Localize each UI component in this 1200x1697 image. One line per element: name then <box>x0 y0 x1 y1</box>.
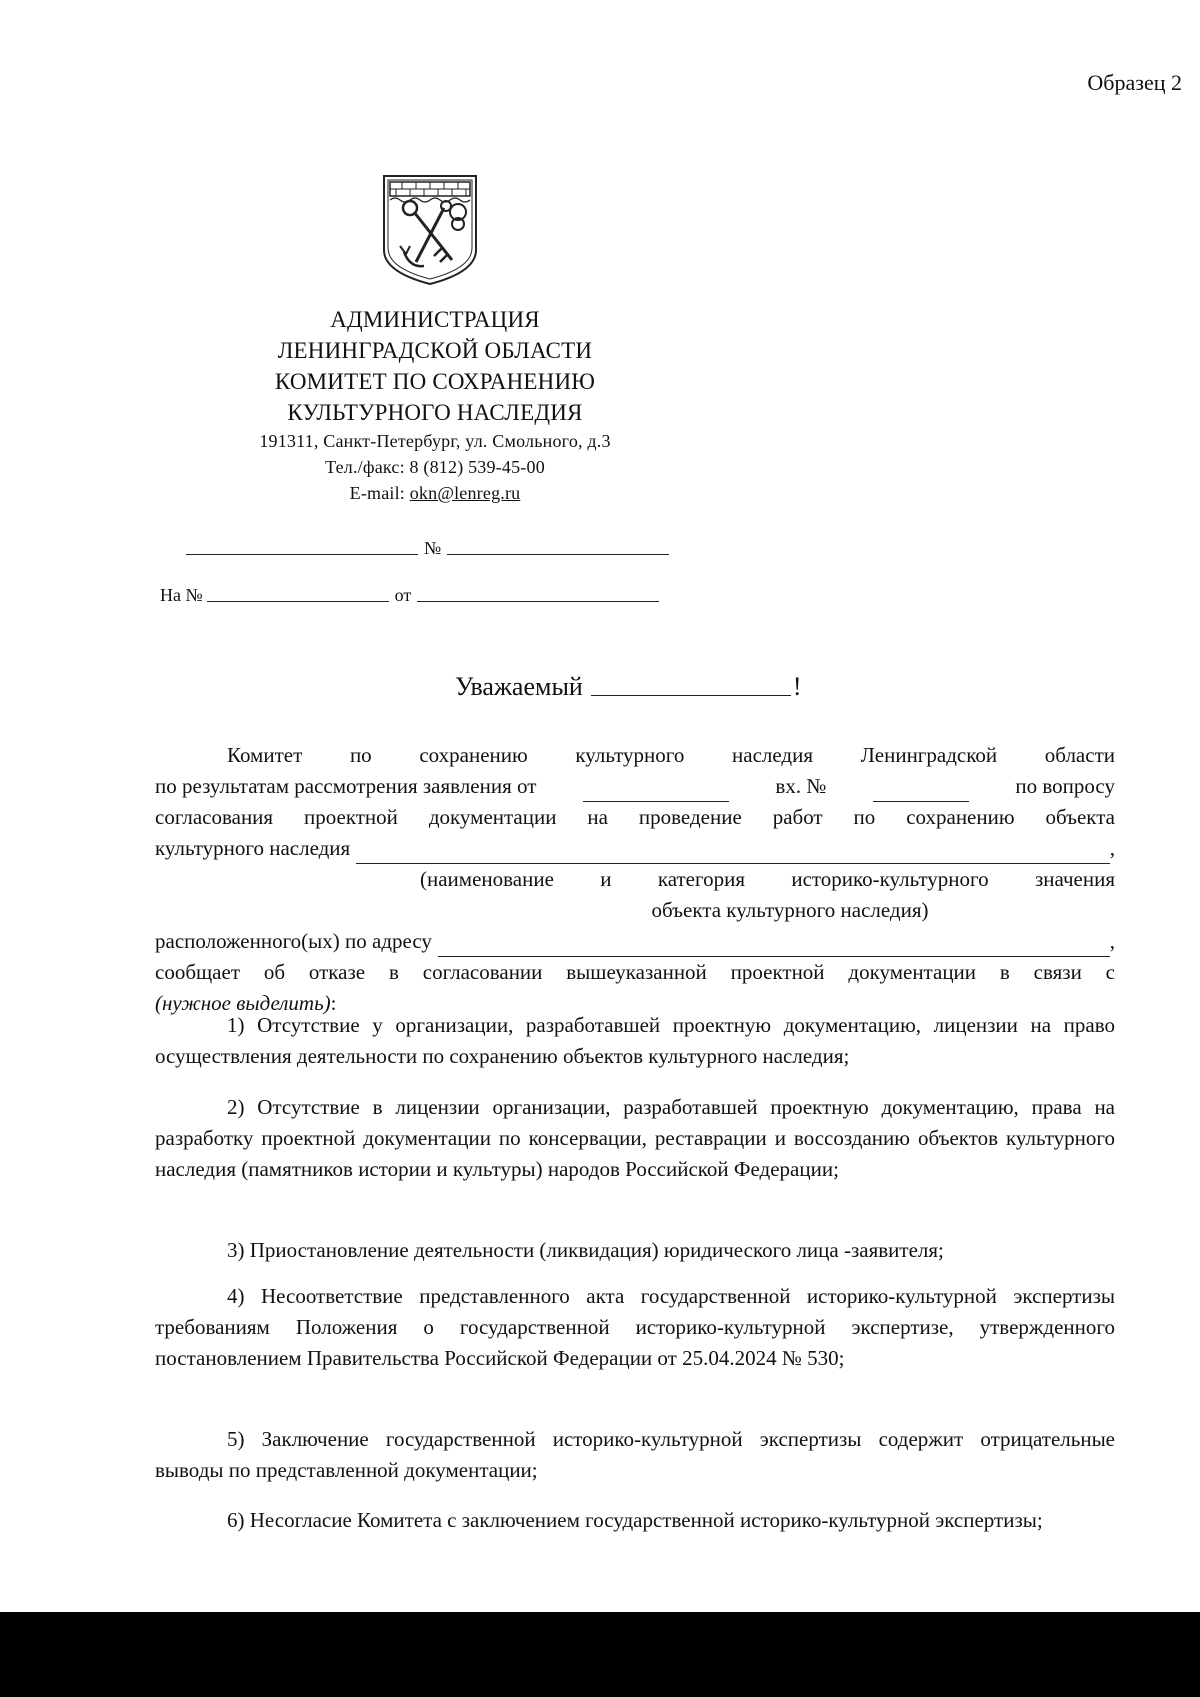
reason-item-2: 2) Отсутствие в лицензии организации, разработавшей проектную документацию, права на разработку проектной документации по консервации, реставрации и воссозданию объектов культурного наследия (памятников истории и культуры) народов Российской Федерации; <box>155 1095 1115 1181</box>
organization-header <box>190 304 680 506</box>
salutation <box>455 672 802 702</box>
header-phone: Тел./факс: 8 (812) 539-45-00 <box>325 457 545 477</box>
caption-line-1: (наименование и категория историко-культурного значения <box>420 867 1115 891</box>
intro-line-4: культурного наследия , <box>155 833 1115 864</box>
header-line-region: ЛЕНИНГРАДСКОЙ ОБЛАСТИ <box>277 338 593 363</box>
intro-line-2-part-a: по результатам рассмотрения заявления от <box>155 774 537 798</box>
object-address-blank <box>438 938 1110 957</box>
header-line-committee: КОМИТЕТ ПО СОХРАНЕНИЮ <box>274 369 596 394</box>
coat-of-arms-emblem <box>380 172 480 288</box>
header-line-heritage: КУЛЬТУРНОГО НАСЛЕДИЯ <box>287 400 583 425</box>
select-note-line: (нужное выделить): <box>155 991 337 1015</box>
application-date-blank <box>583 783 729 802</box>
intro-line-3: согласования проектной документации на проведение работ по сохранению объекта <box>155 805 1115 829</box>
heritage-object-blank <box>356 845 1110 864</box>
intro-line-2-part-b: вх. № <box>775 774 827 798</box>
reply-reference-row <box>160 585 659 606</box>
addressee-name-blank <box>591 694 791 696</box>
header-email <box>190 480 680 506</box>
number-sign: № <box>424 538 442 558</box>
reason-item-1: 1) Отсутствие у организации, разработавшей проектную документацию, лицензии на право осуществления деятельности по сохранению объектов культурного наследия; <box>155 1013 1115 1068</box>
outgoing-number-row <box>186 538 669 559</box>
intro-line-4-text: культурного наследия <box>155 836 351 860</box>
reason-item-3: 3) Приостановление деятельности (ликвидация) юридического лица -заявителя; <box>227 1238 944 1262</box>
from-label: от <box>394 585 412 605</box>
heritage-object-caption <box>420 864 1115 926</box>
reply-date-blank <box>417 600 659 602</box>
address-and-refusal <box>155 926 1115 1019</box>
letter-intro <box>155 740 1115 864</box>
intro-line-1: Комитет по сохранению культурного наследия Ленинградской области <box>227 743 1115 767</box>
address-line: расположенного(ых) по адресу , <box>155 926 1115 957</box>
header-line-administration: АДМИНИСТРАЦИЯ <box>330 307 540 332</box>
header-address: 191311, Санкт-Петербург, ул. Смольного, д.3 <box>259 431 611 451</box>
email-link[interactable]: okn@lenreg.ru <box>409 483 521 503</box>
email-label: E-mail: <box>349 483 410 503</box>
reply-to-label: На № <box>160 585 203 605</box>
outgoing-number-blank <box>447 553 669 555</box>
address-label: расположенного(ых) по адресу <box>155 929 432 953</box>
incoming-number-blank <box>873 783 969 802</box>
intro-line-2 <box>155 771 1115 802</box>
salutation-text: Уважаемый <box>455 672 583 701</box>
refusal-line: сообщает об отказе в согласовании вышеуказанной проектной документации в связи с <box>155 960 1115 984</box>
select-note: (нужное выделить) <box>155 991 331 1015</box>
outgoing-date-blank <box>186 553 418 555</box>
reply-number-blank <box>207 600 389 602</box>
reason-item-6: 6) Несогласие Комитета с заключением государственной историко-культурной экспертизы; <box>227 1508 1043 1532</box>
reason-item-4: 4) Несоответствие представленного акта государственной историко-культурной экспертизы требованиям Положения о государственной историко-культурной экспертизе, утвержденного постановлением Правительства Российской Федерации от 25.04.2024 № 530; <box>155 1284 1115 1370</box>
salutation-end: ! <box>792 672 802 701</box>
sample-label: Образец 2 <box>1087 70 1182 95</box>
reason-item-5: 5) Заключение государственной историко-культурной экспертизы содержит отрицательные выводы по представленной документации; <box>155 1427 1115 1482</box>
intro-line-2-part-c: по вопросу <box>1015 774 1115 798</box>
caption-line-2: объекта культурного наследия) <box>651 898 929 922</box>
